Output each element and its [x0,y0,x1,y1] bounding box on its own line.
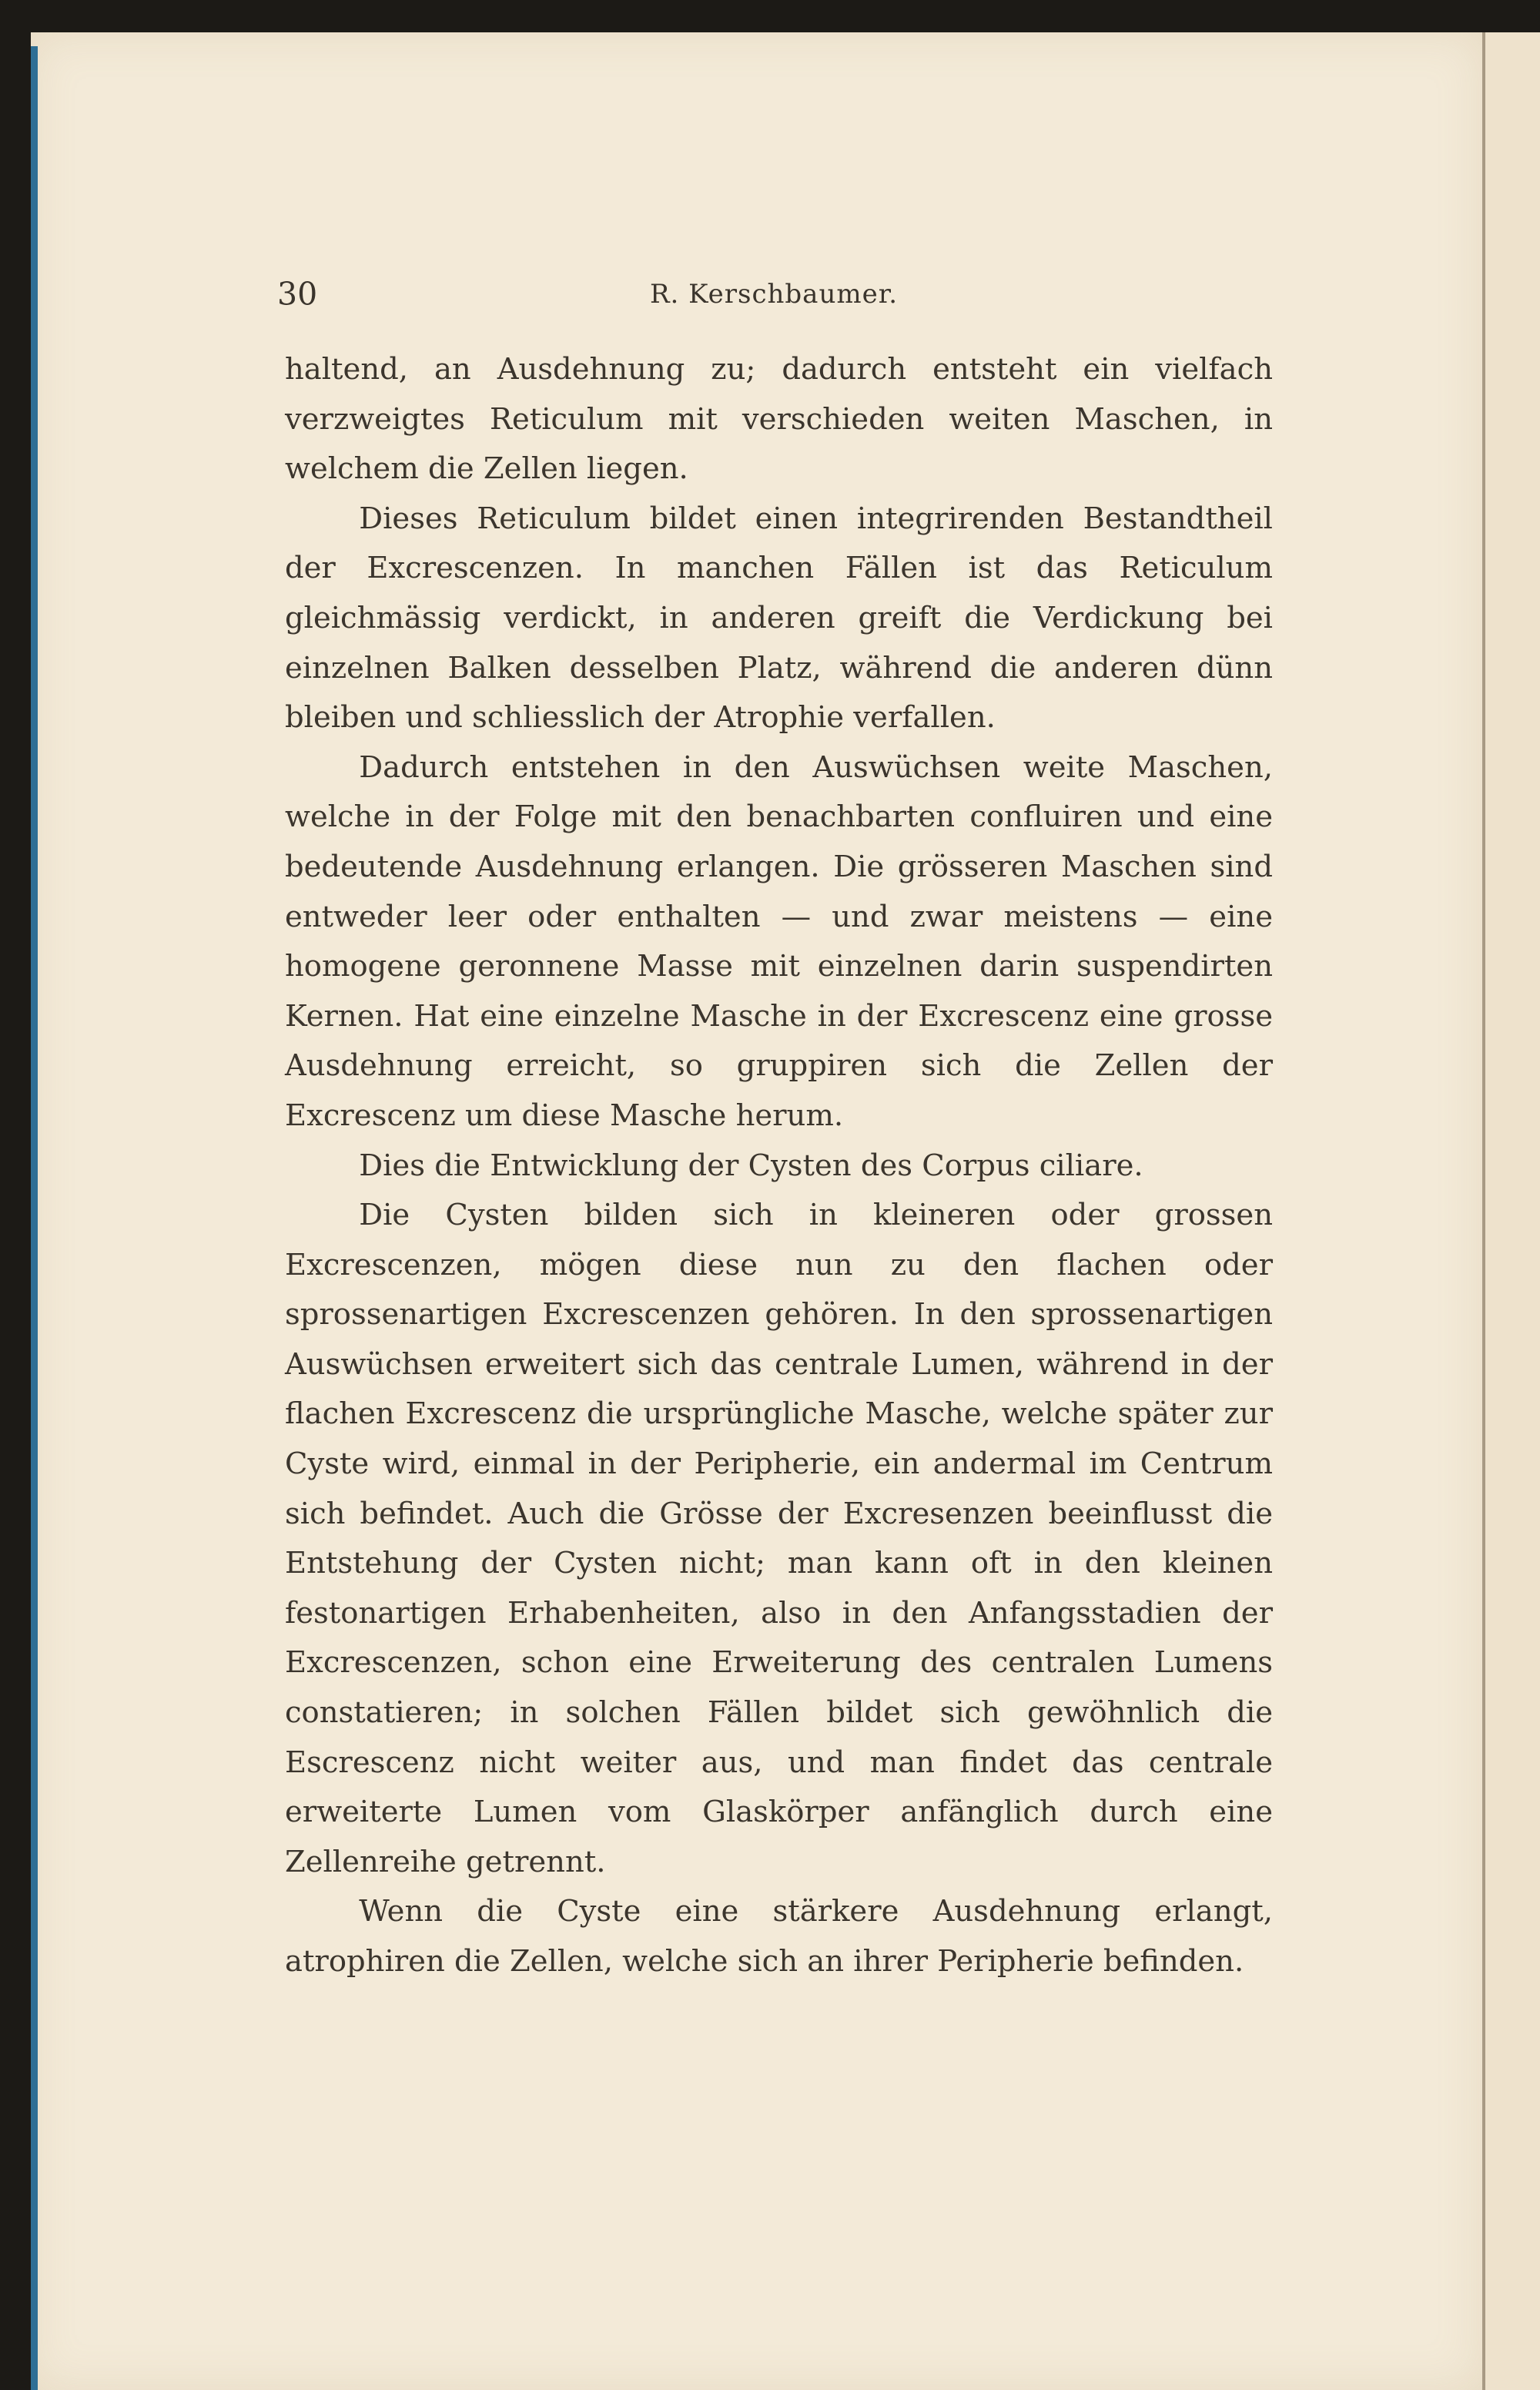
paragraph: haltend, an Ausdehnung zu; dadurch entsteht ein vielfach verzweigtes Reticulum mit verschieden weiten Maschen, in welchem die Zellen liegen. [285,352,1273,487]
paragraph: Wenn die Cyste eine stärkere Ausdehnung erlangt, atrophiren die Zellen, welche sich an ihrer Peripherie befinden. [285,1894,1273,1979]
running-head: R. Kerschbaumer. [649,279,899,310]
paragraph: Dadurch entstehen in den Auswüchsen weite Maschen, welche in der Folge mit den benachbarten confluiren und eine bedeutende Ausdehnung erlangen. Die grösseren Maschen sind entweder leer oder enthalten — und zwar meistens — eine homogene geronnene Masse mit einzelnen darin suspendirten Kernen. Hat eine einzelne Masche in der Excrescenz eine grosse Ausdehnung erreicht, so gruppiren sich die Zellen der Excrescenz um diese Masche herum. [285,749,1273,1133]
paragraph: Die Cysten bilden sich in kleineren oder grossen Excrescenzen, mögen diese nun zu den flachen oder sprossenartigen Excrescenzen gehören. In den sprossenartigen Auswüchsen erweitert sich das centrale Lumen, während in der flachen Excrescenz die ursprüngliche Masche, welche später zur Cyste wird, einmal in der Peripherie, ein andermal im Centrum sich befindet. Auch die Grösse der Excresenzen beeinflusst die Entstehung der Cysten nicht; man kann oft in den kleinen festonartigen Erhabenheiten, also in den Anfangsstadien der Excrescenzen, schon eine Erweiterung des centralen Lumens constatieren; in solchen Fällen bildet sich gewöhnlich die Escrescenz nicht weiter aus, und man findet das centrale erweiterte Lumen vom Glaskörper anfänglich durch eine Zellenreihe getrennt. [285,1198,1273,1879]
body-text [285,345,1273,1987]
binding-edge [31,46,38,2390]
facing-page-edge [1482,32,1540,2390]
paragraph: Dieses Reticulum bildet einen integrirenden Bestandtheil der Excrescenzen. In manchen Fällen ist das Reticulum gleichmässig verdickt, in anderen greift die Verdickung bei einzelnen Balken desselben Platz, während die anderen dünn bleiben und schliesslich der Atrophie verfallen. [285,501,1273,736]
paragraph: Dies die Entwicklung der Cysten des Corpus ciliare. [359,1148,1143,1183]
page-header [277,271,1270,317]
page-number: 30 [277,276,318,313]
